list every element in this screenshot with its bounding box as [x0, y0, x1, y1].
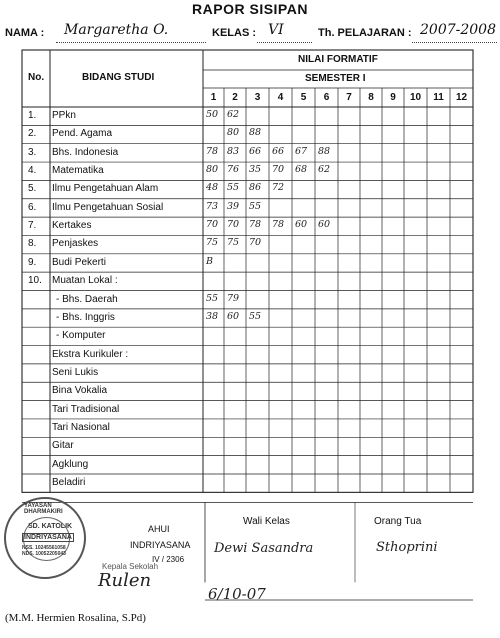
- year-value: 2007-2008: [420, 22, 496, 38]
- grade-mark: 88: [318, 145, 331, 157]
- week-number: 12: [455, 92, 468, 103]
- school-stamp: [4, 497, 86, 579]
- grade-mark: 70: [206, 219, 219, 231]
- stamp-outer-text: YAYASAN DHARMAKIRI: [24, 503, 63, 515]
- stamp-line-4: NDS. 10052205043: [22, 551, 66, 557]
- grade-mark: 55: [206, 292, 219, 304]
- subject-name: PPkn: [52, 110, 76, 121]
- nilai-formatif-header: NILAI FORMATIF: [298, 54, 378, 65]
- grade-mark: 55: [227, 182, 240, 194]
- subject-name: Ilmu Pengetahuan Sosial: [52, 201, 164, 213]
- week-number: 8: [368, 92, 374, 103]
- grade-mark: 62: [318, 164, 331, 176]
- subject-name: Bina Vokalia: [52, 385, 108, 397]
- grade-mark: 62: [227, 109, 240, 120]
- grade-mark: 60: [295, 219, 308, 231]
- row-number: 9.: [28, 256, 37, 268]
- grade-mark: 86: [249, 182, 262, 194]
- grade-mark: 83: [227, 145, 240, 157]
- subject-name: Tari Nasional: [52, 421, 110, 433]
- mengetahui-text: AHUI: [148, 524, 170, 534]
- week-number: 11: [433, 92, 444, 103]
- grade-mark: 79: [227, 292, 240, 304]
- grade-mark: 73: [206, 200, 219, 212]
- week-number: 5: [300, 92, 307, 103]
- grade-mark: 39: [227, 200, 240, 212]
- grade-mark: 78: [272, 219, 285, 231]
- principal-signature: Rulen: [98, 570, 152, 591]
- row-number: 5.: [28, 183, 37, 195]
- grade-mark: 80: [206, 164, 219, 176]
- week-number: 9: [390, 92, 396, 103]
- row-number: 7.: [28, 220, 37, 232]
- grade-mark: 60: [227, 310, 240, 322]
- row-number: 10.: [28, 275, 42, 287]
- subject-name: Ekstra Kurikuler :: [52, 348, 129, 360]
- row-number: 1.: [28, 110, 37, 121]
- grade-mark: 88: [249, 127, 262, 139]
- subject-name: Matematika: [52, 165, 104, 177]
- subject-name: Muatan Lokal :: [52, 275, 118, 287]
- subject-name: - Bhs. Inggris: [56, 311, 115, 323]
- orang-tua-label: Orang Tua: [374, 516, 422, 527]
- row-number: 6.: [28, 201, 37, 213]
- subject-name: Penjaskes: [52, 238, 99, 250]
- subject-name: - Komputer: [56, 330, 106, 342]
- grade-mark: 68: [295, 164, 308, 176]
- semester-header: SEMESTER I: [305, 73, 366, 84]
- subject-name: Ilmu Pengetahuan Alam: [52, 183, 159, 195]
- grade-mark: 76: [227, 164, 240, 176]
- grade-mark: 60: [318, 219, 331, 231]
- name-value: Margaretha O.: [64, 22, 169, 38]
- col-no-header: No.: [28, 72, 45, 83]
- grade-mark: 78: [249, 219, 262, 231]
- subject-name: Budi Pekerti: [52, 256, 106, 268]
- class-label: KELAS :: [212, 27, 256, 39]
- row-number: 8.: [28, 238, 37, 250]
- week-number: 4: [277, 92, 284, 103]
- class-value: VI: [268, 22, 284, 38]
- grade-mark: 67: [295, 145, 308, 157]
- grade-mark: 48: [206, 182, 219, 194]
- subject-name: Gitar: [52, 440, 74, 452]
- grade-mark: 55: [249, 200, 262, 212]
- week-number: 3: [254, 92, 261, 103]
- report-title: RAPOR SISIPAN: [192, 1, 308, 17]
- row-number: 3.: [28, 146, 37, 158]
- grade-mark: B: [206, 255, 213, 267]
- name-label: NAMA :: [5, 27, 45, 39]
- week-number: 10: [409, 92, 422, 103]
- grade-mark: 50: [206, 109, 219, 120]
- week-number: 7: [346, 92, 352, 103]
- grade-mark: 78: [206, 145, 219, 157]
- stamp-line-3: NSS. 10245561058: [22, 545, 66, 551]
- subject-name: Kertakes: [52, 220, 92, 232]
- week-number: 6: [323, 92, 330, 103]
- subject-name: Bhs. Indonesia: [52, 146, 119, 158]
- grade-mark: 66: [249, 145, 262, 157]
- subject-name: Beladiri: [52, 477, 86, 488]
- week-number: 1: [210, 92, 217, 103]
- grade-mark: 55: [249, 310, 262, 322]
- subject-name: - Bhs. Daerah: [56, 293, 118, 305]
- orang-tua-signature: Sthoprini: [376, 540, 438, 555]
- grade-mark: 35: [249, 164, 262, 176]
- subject-name: Seni Lukis: [52, 366, 99, 378]
- grade-mark: 66: [272, 145, 285, 157]
- school-address-text: IV / 2306: [152, 555, 185, 564]
- subject-name: Pend. Agama: [52, 128, 113, 140]
- year-label: Th. PELAJARAN :: [318, 27, 412, 39]
- date-handwritten: 6/10-07: [208, 585, 266, 603]
- grade-mark: 80: [227, 127, 240, 139]
- grade-mark: 70: [227, 219, 240, 231]
- grade-mark: 75: [227, 237, 240, 249]
- grade-mark: 70: [249, 237, 262, 249]
- grade-mark: 75: [206, 237, 219, 249]
- wali-kelas-signature: Dewi Sasandra: [214, 541, 314, 556]
- row-number: 2.: [28, 128, 37, 140]
- subject-name: Agklung: [52, 458, 89, 470]
- col-subject-header: BIDANG STUDI: [82, 72, 155, 83]
- school-name-text: INDRIYASANA: [130, 540, 191, 550]
- principal-title: Kepala Sekolah: [102, 562, 159, 571]
- grade-mark: 72: [272, 182, 285, 194]
- grade-mark: 70: [272, 164, 285, 176]
- row-number: 4.: [28, 165, 37, 177]
- week-number: 2: [232, 92, 238, 103]
- stamp-line-1: SD. KATOLIK: [28, 523, 73, 530]
- stamp-line-2: INDRIYASANA: [24, 534, 72, 541]
- principal-name: (M.M. Hermien Rosalina, S.Pd): [5, 612, 146, 624]
- grade-mark: 38: [206, 310, 219, 322]
- subject-name: Tari Tradisional: [52, 403, 120, 415]
- wali-kelas-label: Wali Kelas: [243, 516, 290, 527]
